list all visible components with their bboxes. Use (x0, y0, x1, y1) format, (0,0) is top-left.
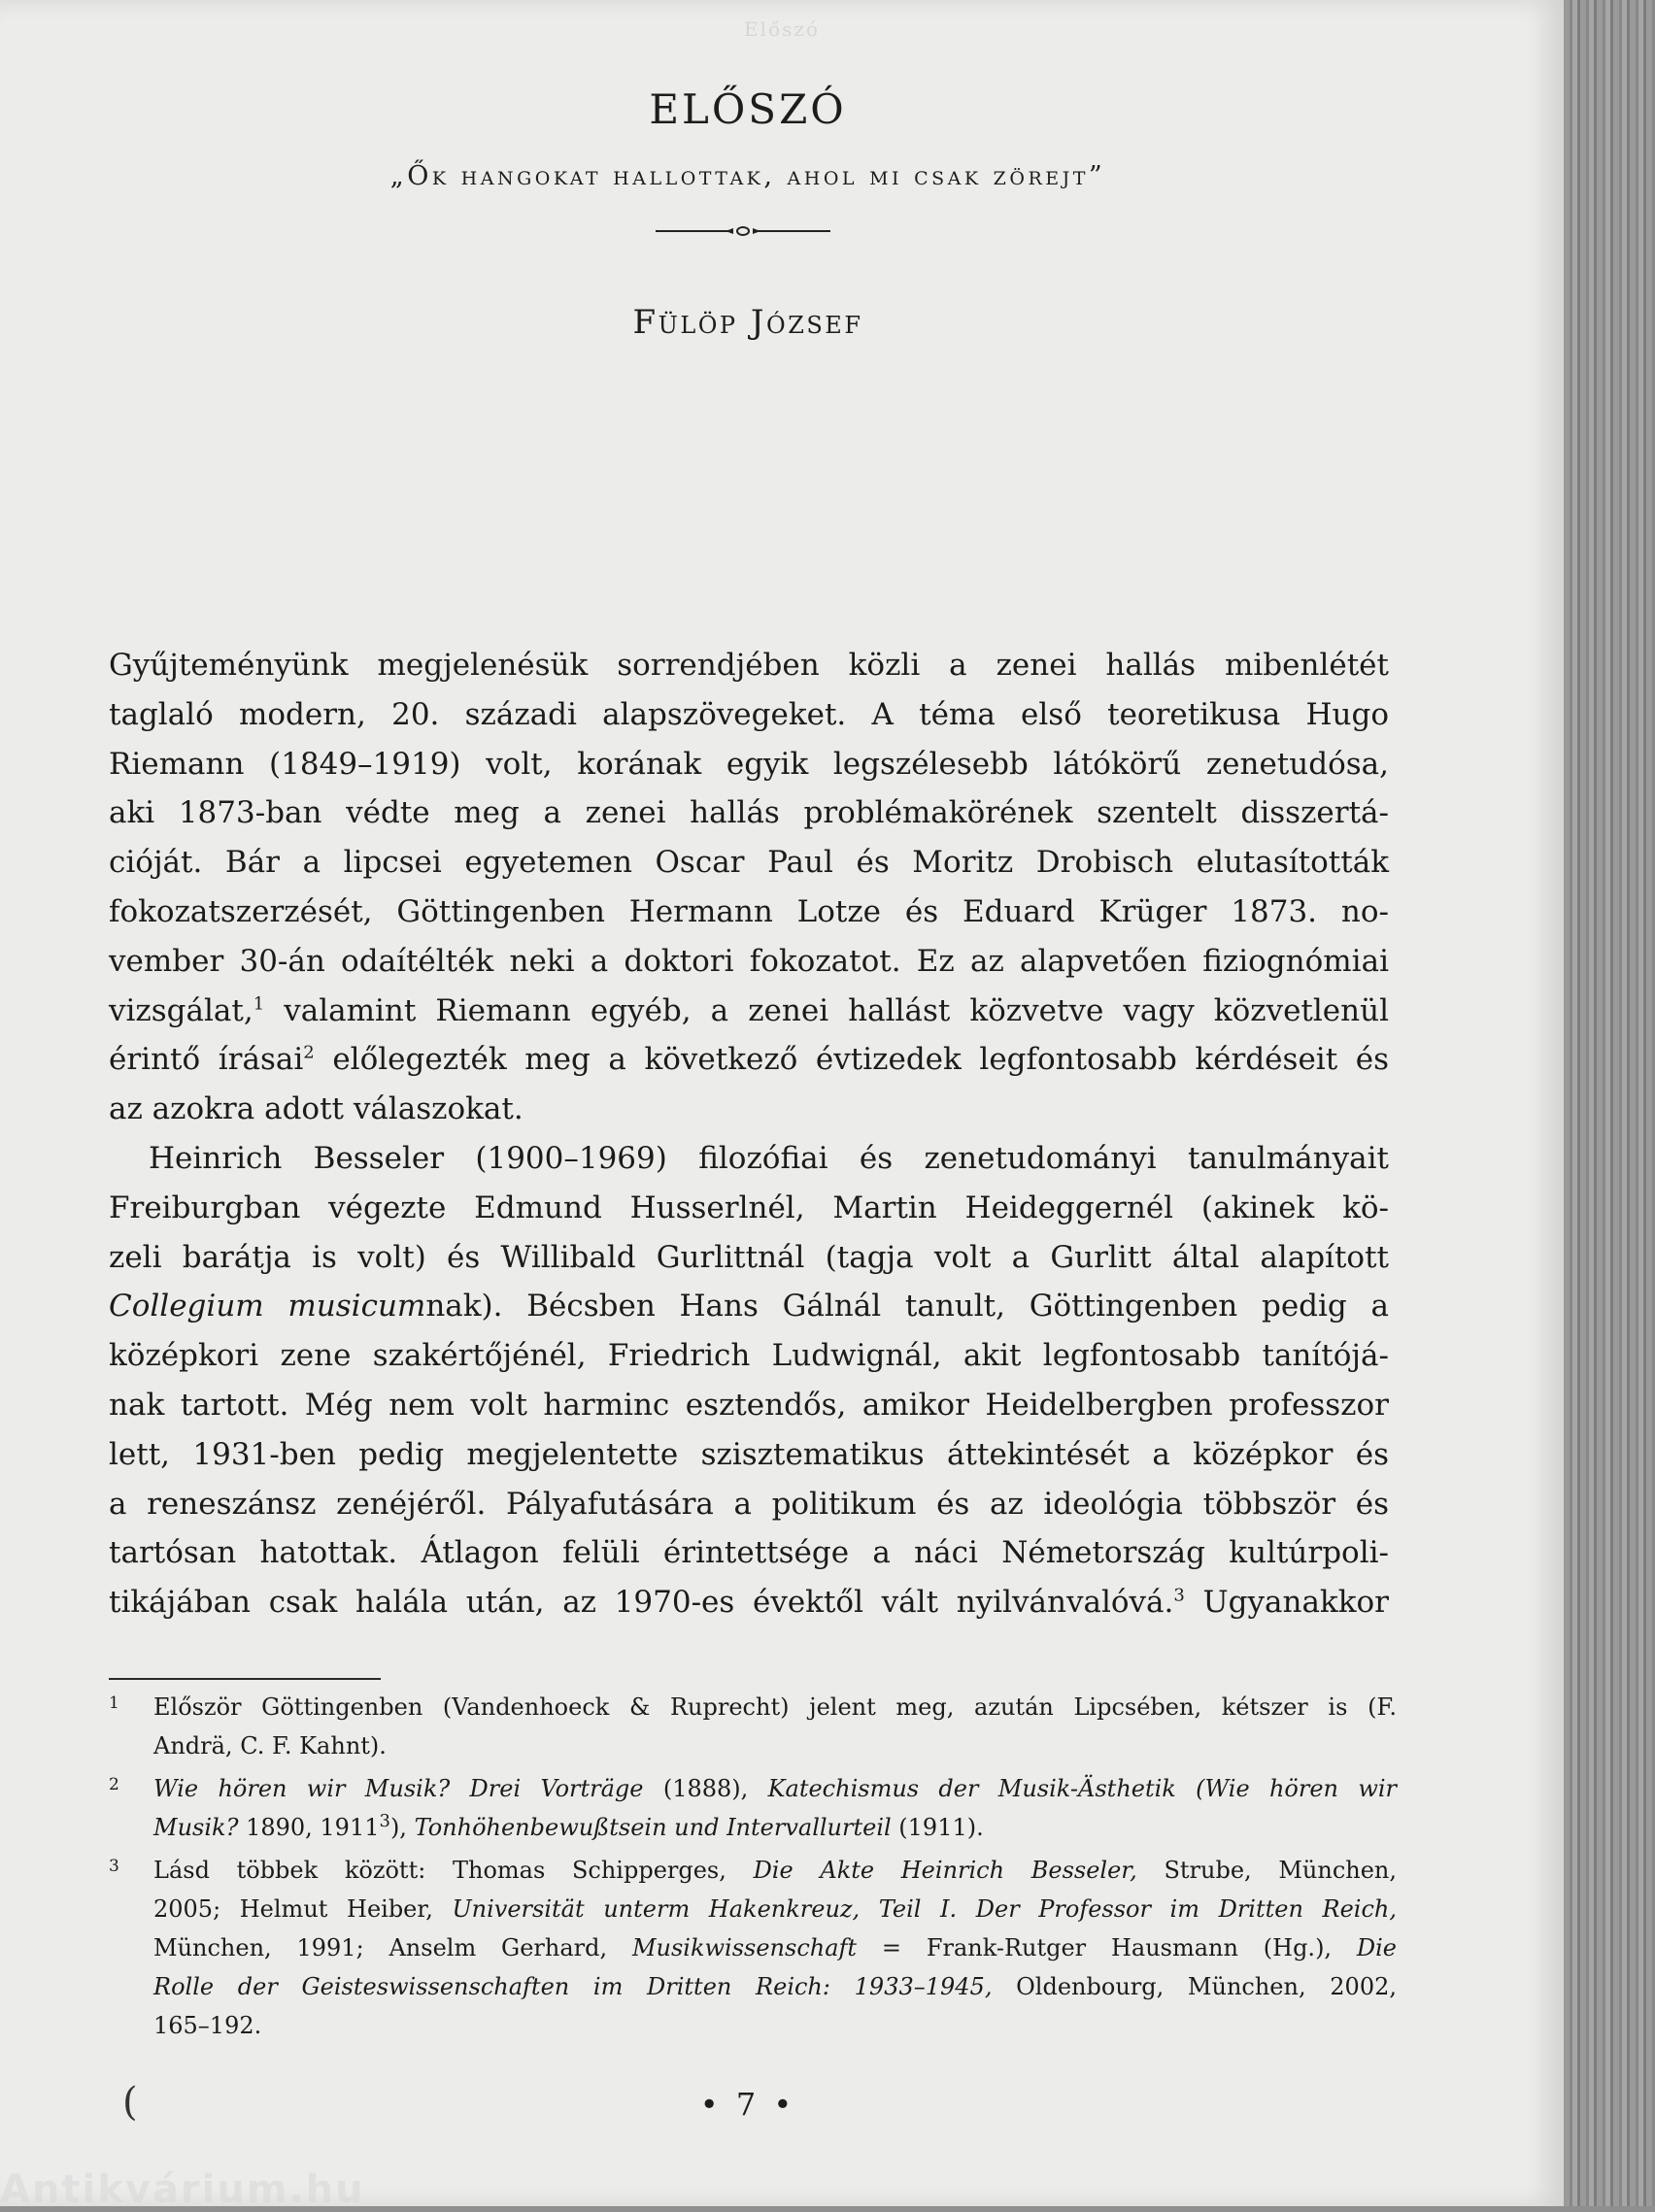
text-fragment: München, 1991; Anselm Gerhard, (153, 1934, 632, 1961)
book-spine (1564, 0, 1655, 2206)
text-line: Freiburgban végezte Edmund Husserlnél, Martin Heideggernél (akinek kö- (109, 1190, 1389, 1225)
text-fragment: = Frank-Rutger Hausmann (Hg.), (857, 1934, 1357, 1961)
footnote-1 (109, 1688, 1397, 1765)
text-fragment: (1888), (643, 1775, 768, 1802)
footnote-ref-3: 3 (1173, 1585, 1185, 1606)
text-line: lett, 1931-ben pedig megjelentette szisztematikus áttekintését a középkor és (109, 1436, 1389, 1472)
italic-title: Musikwissenschaft (631, 1934, 858, 1961)
text-line: nak tartott. Még nem volt harminc esztendős, amikor Heidelbergben professzor (109, 1387, 1389, 1423)
text-line: a reneszánsz zenéjéről. Pályafutására a politikum és az ideológia többször és (109, 1486, 1389, 1522)
text-fragment: 2005; Helmut Heiber, (153, 1895, 453, 1923)
text-line: zeli barátja is volt) és Willibald Gurlittnál (tagja volt a Gurlitt által alapított (109, 1239, 1389, 1275)
text-line: vember 30-án odaítélték neki a doktori fokozatot. Ez az alapvetően fiziognómiai (109, 943, 1389, 979)
page-subtitle: „Ők hangokat hallottak, ahol mi csak zörejt” (389, 161, 1106, 191)
footnote-divider (109, 1678, 381, 1680)
text-fragment: ), (389, 1814, 415, 1841)
footnote-line (153, 1890, 1397, 1928)
text-line (109, 1035, 1389, 1085)
text-fragment: vizsgálat, (109, 992, 253, 1028)
watermark: Antikvárium.hu (0, 2167, 365, 2212)
text-line: középkori zene szakértőjénél, Friedrich Ludwignál, akit legfontosabb tanítójá- (109, 1338, 1389, 1374)
text-fragment: érintő írásai (109, 1042, 304, 1078)
superscript: 3 (379, 1811, 390, 1831)
footnote-number: 2 (109, 1775, 119, 1794)
footnote-line (153, 1928, 1397, 1967)
footnote-line: Andrä, C. F. Kahnt). (153, 1732, 387, 1760)
text-line: fokozatszerzését, Göttingenben Hermann Lotze és Eduard Krüger 1873. no- (109, 893, 1389, 929)
footnote-ref-2: 2 (303, 1043, 315, 1064)
footnotes (109, 1688, 1397, 2049)
footnote-line: 165–192. (153, 2012, 262, 2039)
text-fragment: Lásd többek között: Thomas Schipperges, (153, 1857, 754, 1884)
text-fragment: (1911). (891, 1814, 984, 1841)
text-fragment: nak). Bécsben Hans Gálnál tanult, Göttingenben pedig a (425, 1289, 1389, 1324)
text-line: taglaló modern, 20. századi alapszövegeket. A téma első teoretikusa Hugo (109, 696, 1389, 732)
bleed-through-header: Előszó (744, 17, 820, 41)
footnote-line (153, 1967, 1397, 2006)
text-line: az azokra adott válaszokat. (109, 1091, 524, 1127)
text-fragment: Ugyanakkor (1202, 1585, 1389, 1621)
italic-title: Musik? (153, 1814, 239, 1841)
footnote-ref-1: 1 (253, 993, 265, 1015)
page-number: • 7 • (699, 2086, 796, 2123)
main-text (109, 641, 1389, 1627)
italic-title: Tonhöhenbewußtsein und Intervallurteil (414, 1814, 892, 1841)
text-fragment: tikájában csak halála után, az 1970-es évektől vált nyilvánvalóvá. (109, 1585, 1174, 1621)
footnote-3 (109, 1851, 1397, 2045)
text-line: Riemann (1849–1919) volt, korának egyik legszélesebb látókörű zenetudósa, (109, 746, 1389, 782)
text-line: Heinrich Besseler (1900–1969) filozófiai és zenetudományi tanulmányait (149, 1140, 1389, 1176)
footnote-number: 3 (109, 1857, 119, 1876)
text-fragment: Oldenbourg, München, 2002, (992, 1973, 1397, 2000)
text-line: aki 1873-ban védte meg a zenei hallás problémakörének szentelt disszertá- (109, 795, 1389, 831)
ornament-divider-icon (656, 225, 830, 237)
text-line (109, 1282, 1389, 1331)
italic-title: Collegium musicum (109, 1289, 426, 1324)
italic-title: Die (1356, 1934, 1397, 1961)
text-line: cióját. Bár a lipcsei egyetemen Oscar Paul és Moritz Drobisch elutasították (109, 845, 1389, 881)
text-fragment: valamint Riemann egyéb, a zenei hallást közvetve vagy közvetlenül (284, 992, 1389, 1028)
text-fragment: Strube, München, (1136, 1857, 1398, 1884)
italic-title: Universität unterm Hakenkreuz, Teil I. Der Professor im Dritten Reich, (452, 1895, 1397, 1923)
italic-title: Wie hören wir Musik? Drei Vorträge (153, 1775, 644, 1802)
italic-title: Katechismus der Musik-Ästhetik (Wie hören wir (767, 1775, 1398, 1802)
footnote-number: 1 (109, 1693, 119, 1713)
footnote-line (153, 1851, 1397, 1890)
footnote-2 (109, 1769, 1397, 1847)
footnote-line (153, 1769, 1397, 1808)
text-line: Gyűjteményünk megjelenésük sorrendjében közli a zenei hallás mibenlétét (109, 648, 1389, 683)
text-line (109, 987, 1389, 1036)
pencil-mark: ( (122, 2080, 138, 2125)
text-fragment: előlegezték meg a következő évtizedek legfontosabb kérdéseit és (332, 1042, 1389, 1078)
footnote-line (153, 1808, 1397, 1847)
page-title: ELŐSZÓ (649, 85, 847, 133)
text-line (109, 1578, 1389, 1627)
text-fragment: 1890, 1911 (238, 1814, 380, 1841)
italic-title: Die Akte Heinrich Besseler, (753, 1857, 1137, 1884)
author-name: Fülöp József (632, 303, 863, 342)
footnote-line: Először Göttingenben (Vandenhoeck & Ruprecht) jelent meg, azután Lipcsében, kétszer is (F. (153, 1693, 1397, 1721)
italic-title: Rolle der Geisteswissenschaften im Dritten Reich: 1933–1945, (153, 1973, 993, 2000)
text-line: tartósan hatottak. Átlagon felüli érintettsége a náci Németország kultúrpoli- (109, 1535, 1389, 1571)
